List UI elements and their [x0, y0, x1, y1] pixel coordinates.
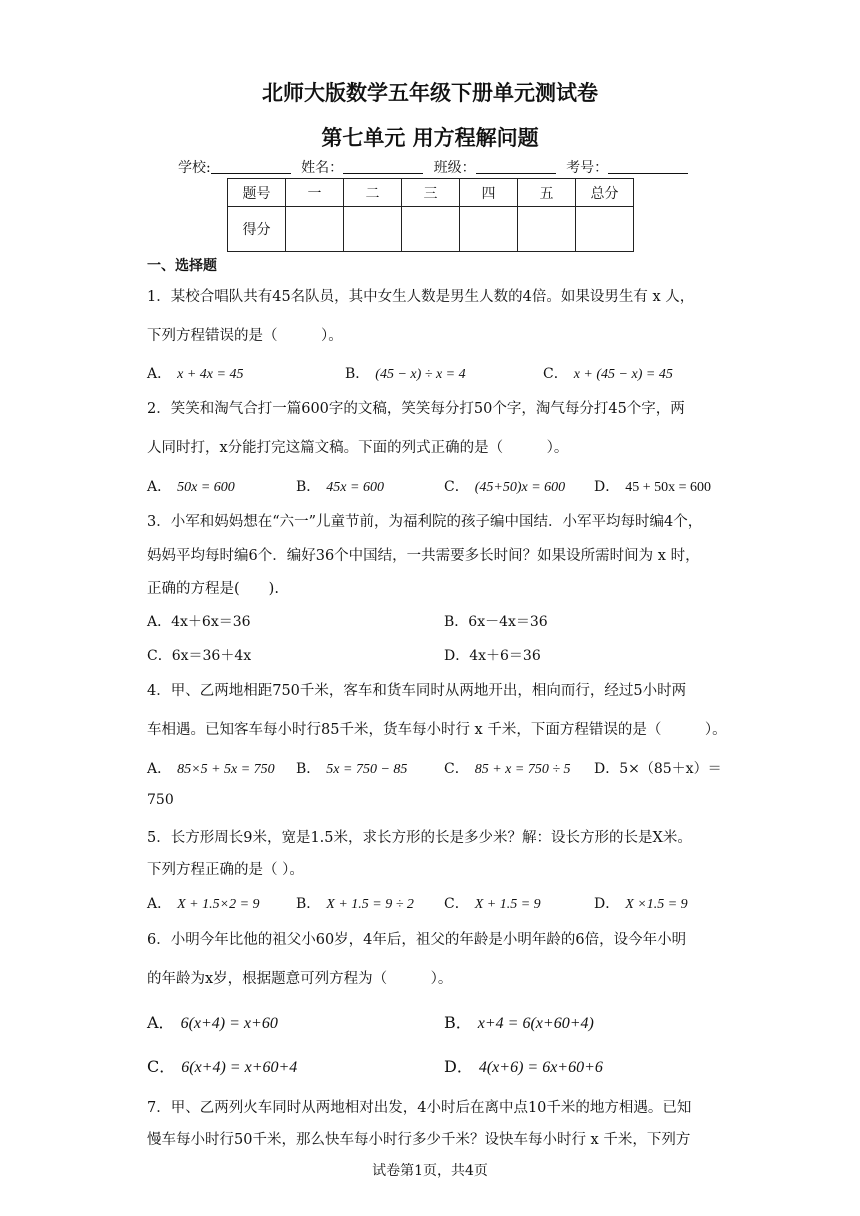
name-blank[interactable]	[343, 159, 423, 174]
header-cell: 一	[286, 179, 344, 207]
score-cell[interactable]	[344, 207, 402, 252]
q5-text-line1: 5．长方形周长9米，宽是1.5米，求长方形的长是多少米？解：设长方形的长是X米。	[147, 830, 692, 846]
q6-text-line2: 的年龄为x岁，根据题意可列方程为（ ）。	[147, 971, 453, 987]
score-label-cell: 得分	[228, 207, 286, 252]
q4-option-b[interactable]: B． 5x = 750 − 85	[296, 761, 408, 777]
score-cell[interactable]	[576, 207, 634, 252]
school-blank[interactable]	[211, 159, 291, 174]
q3-option-d[interactable]: D．4x＋6＝36	[444, 648, 541, 664]
q6-option-a[interactable]: A． 6(x+4) = x+60	[147, 1013, 278, 1032]
score-cell[interactable]	[518, 207, 576, 252]
score-cell[interactable]	[460, 207, 518, 252]
score-table	[227, 178, 634, 252]
q1-text-line1: 1．某校合唱队共有45名队员，其中女生人数是男生人数的4倍。如果设男生有 x 人，	[147, 289, 695, 305]
q5-option-b[interactable]: B． X + 1.5 = 9 ÷ 2	[296, 896, 414, 912]
section-heading: 一、选择题	[147, 258, 217, 274]
q5-text-line2: 下列方程正确的是（ ）。	[147, 862, 304, 878]
q6-option-d[interactable]: D． 4(x+6) = 6x+60+6	[444, 1057, 603, 1076]
exam-number-label: 考号：	[566, 160, 609, 176]
q4-option-c[interactable]: C． 85 + x = 750 ÷ 5	[444, 761, 571, 777]
exam-number-blank[interactable]	[608, 159, 688, 174]
q3-text-line1: 3．小军和妈妈想在“六一”儿童节前，为福利院的孩子编中国结．小军平均每时编4个，	[147, 514, 703, 530]
class-blank[interactable]	[476, 159, 556, 174]
class-label: 班级：	[433, 160, 476, 176]
q2-option-c[interactable]: C． (45+50)x = 600	[444, 479, 566, 495]
q4-option-d[interactable]: D．5×（85＋x）＝	[594, 761, 722, 777]
q4-option-a[interactable]: A． 85×5 + 5x = 750	[147, 761, 275, 777]
q5-option-a[interactable]: A． X + 1.5×2 = 9	[147, 896, 260, 912]
header-cell: 总分	[576, 179, 634, 207]
q2-option-a[interactable]: A． 50x = 600	[147, 479, 235, 495]
q3-text-line2: 妈妈平均每时编6个．编好36个中国结，一共需要多长时间？如果设所需时间为 x 时，	[147, 548, 700, 564]
q4-text-line2: 车相遇。已知客车每小时行85千米，货车每小时行 x 千米，下面方程错误的是（ ）。	[147, 722, 727, 738]
score-cell[interactable]	[286, 207, 344, 252]
exam-title: 北师大版数学五年级下册单元测试卷	[262, 80, 598, 105]
q3-text-line3: 正确的方程是( ).	[147, 581, 279, 597]
q1-option-c[interactable]: C． x + (45 − x) = 45	[543, 366, 673, 382]
q2-option-b[interactable]: B． 45x = 600	[296, 479, 384, 495]
q6-option-b[interactable]: B． x+4 = 6(x+60+4)	[444, 1013, 594, 1032]
q4-option-d-cont: 750	[147, 792, 174, 808]
q2-text-line2: 人同时打，x分能打完这篇文稿。下面的列式正确的是（ ）。	[147, 440, 569, 456]
score-cell[interactable]	[402, 207, 460, 252]
header-cell: 三	[402, 179, 460, 207]
student-info-row	[178, 157, 694, 177]
name-label: 姓名：	[301, 160, 344, 176]
q2-option-d[interactable]: D． 45 + 50x = 600	[594, 479, 712, 495]
q6-option-c[interactable]: C． 6(x+4) = x+60+4	[147, 1057, 298, 1076]
q5-option-c[interactable]: C． X + 1.5 = 9	[444, 896, 541, 912]
q3-option-c[interactable]: C．6x＝36＋4x	[147, 648, 252, 664]
school-label: 学校:	[178, 160, 211, 176]
q2-text-line1: 2．笑笑和淘气合打一篇600字的文稿，笑笑每分打50个字，淘气每分打45个字，两	[147, 401, 685, 417]
q1-option-b[interactable]: B． (45 − x) ÷ x = 4	[345, 366, 466, 382]
unit-subtitle: 第七单元 用方程解问题	[321, 125, 539, 150]
q7-text-line2: 慢车每小时行50千米，那么快车每小时行多少千米？设快车每小时行 x 千米，下列方	[147, 1132, 691, 1148]
page-footer: 试卷第1页，共4页	[372, 1163, 488, 1179]
q6-text-line1: 6．小明今年比他的祖父小60岁，4年后，祖父的年龄是小明年龄的6倍，设今年小明	[147, 932, 687, 948]
header-cell: 题号	[228, 179, 286, 207]
q5-option-d[interactable]: D． X ×1.5 = 9	[594, 896, 688, 912]
q1-option-a[interactable]: A． x + 4x = 45	[147, 366, 244, 382]
q7-text-line1: 7．甲、乙两列火车同时从两地相对出发，4小时后在离中点10千米的地方相遇。已知	[147, 1100, 692, 1116]
q1-text-line2: 下列方程错误的是（ ）。	[147, 328, 343, 344]
header-cell: 四	[460, 179, 518, 207]
q3-option-b[interactable]: B．6x－4x＝36	[444, 614, 548, 630]
header-cell: 二	[344, 179, 402, 207]
q4-text-line1: 4．甲、乙两地相距750千米，客车和货车同时从两地开出，相向而行，经过5小时两	[147, 683, 687, 699]
q3-option-a[interactable]: A．4x＋6x＝36	[147, 614, 251, 630]
header-cell: 五	[518, 179, 576, 207]
